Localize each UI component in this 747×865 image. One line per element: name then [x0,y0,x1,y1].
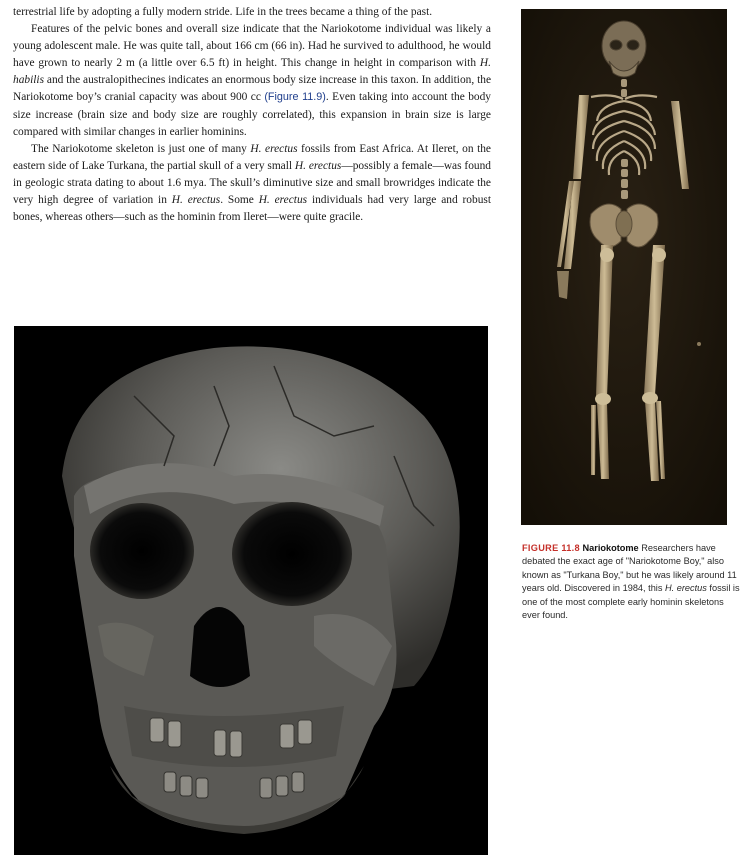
figure-label: FIGURE 11.8 [522,543,580,553]
paragraph-2: Features of the pelvic bones and overall size indicate that the Nariokotome individual was likely a young adolescent male. He was quite tall, about 166 cm (66 in). Had he survived to adulthood, he would have grown to nearly 2 m (a little over 6.5 ft) in height. This change in height in comparison with H. habilis and the australopithecines indicates an enormous body size increase in this taxon. In addition, the Nariokotome boy’s cranial capacity was about 900 cc (Figure 11.9). Even taking into account the body size increase (brain size and body size are roughly correlated), this expansion in brain size is large compared with similar changes in earlier hominins. [13,23,491,138]
figure-caption: FIGURE 11.8 Nariokotome Researchers have debated the exact age of "Nariokotome Boy," also known as "Turkana Boy," but he was likely around 11 years old. Discovered in 1984, this H. erectus fossil is one of the most complete early hominin skeletons ever found. [522,543,740,621]
paragraph-3: The Nariokotome skeleton is just one of many H. erectus fossils from East Africa. At Ileret, on the eastern side of Lake Turkana, the partial skull of a very small H. erectus—possibly a female—was found in geologic strata dating to about 1.6 mya. The skull’s diminutive size and small browridges indicate the very high degree of variation in H. erectus. Some H. erectus individuals had very large and robust bones, whereas others—such as the hominin from Ileret—were quite gracile. [13,142,491,224]
paragraph-1: terrestrial life by adopting a fully modern stride. Life in the trees became a thing of the past. [13,6,433,18]
homo-erectus-skull-photo [14,326,488,855]
figure-title: Nariokotome [582,543,639,553]
figure-11-9-reference[interactable]: (Figure 11.9) [264,91,326,104]
body-text [13,4,491,226]
nariokotome-skeleton-photo [521,9,727,525]
